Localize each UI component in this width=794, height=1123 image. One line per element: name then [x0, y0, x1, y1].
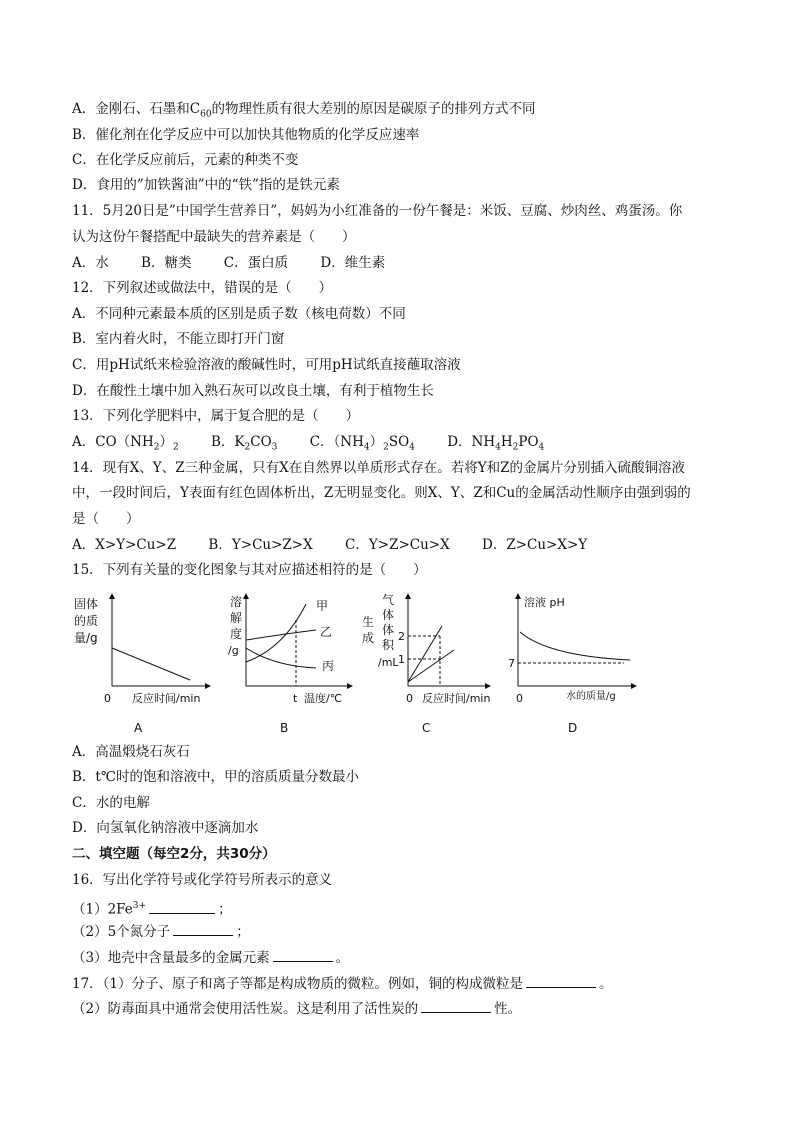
q16-stem: 16．写出化学符号或化学符号所表示的意义 — [72, 872, 333, 888]
graph-b-label-bing: 丙 — [322, 659, 335, 673]
q12-option-a: A．不同种元素最本质的区别是质子数（核电荷数）不同 — [72, 306, 406, 322]
q10-option-d: D．食用的”加铁酱油”中的“铁”指的是铁元素 — [72, 177, 340, 193]
graph-b-curve-bing — [246, 648, 316, 668]
q16-blank-2[interactable] — [173, 921, 233, 936]
q16-item-3: （3）地壳中含量最多的金属元素 。 — [72, 947, 349, 968]
graph-d-xlabel: 水的质量/g — [566, 691, 616, 702]
q12-option-c: C．用pH试纸来检验溶液的酸碱性时，可用pH试纸直接蘸取溶液 — [72, 357, 461, 373]
graph-a-origin: 0 — [104, 692, 111, 705]
q14-option-a: A．X>Y>Cu>Z — [72, 537, 177, 553]
graph-b-t: t — [293, 692, 298, 705]
q17-item-2: （2）防毒面具中通常会使用活性炭。这是利用了活性炭的 性。 — [72, 998, 521, 1019]
q16-item-1: $(1)2Fe^{3+}$ ； — [72, 896, 232, 920]
q12-option-b: B．室内着火时，不能立即打开门窗 — [72, 331, 285, 347]
q16-blank-3[interactable] — [273, 947, 333, 962]
q16-item-2: （2）5个氮分子 ； — [72, 921, 250, 942]
q17-item-1: 17．（1）分子、原子和离子等都是构成物质的微粒。例如，铜的构成微粒是 。 — [72, 973, 613, 994]
q13-option-c: C．$(NH_4)_2SO_4$ — [309, 434, 415, 453]
graph-c-sheng: 生 — [362, 615, 375, 629]
graph-c — [360, 590, 494, 710]
q17-blank-2[interactable] — [421, 998, 491, 1013]
q11-options — [72, 253, 385, 273]
graph-c-ylabel-3: 体 — [382, 623, 395, 637]
q11-option-c: C．蛋白质 — [223, 255, 289, 271]
graph-a — [70, 590, 220, 710]
q15-option-d: D．向氢氧化钠溶液中逐滴加水 — [72, 820, 259, 836]
q13-option-b: B．$K_2CO_3$ — [211, 434, 278, 453]
graph-b-label: B — [280, 721, 289, 735]
graph-b-ylabel-3: 度 — [230, 627, 243, 641]
q14-option-c: C．Y>Z>Cu>X — [345, 537, 450, 553]
q16-blank-1[interactable] — [149, 899, 215, 914]
q15-stem: 15．下列有关量的变化图象与其对应描述相符的是（ ） — [72, 562, 427, 578]
q11-stem-line1: 11．5月20日是”中国学生营养日”，妈妈为小红准备的一份午餐是：米饭、豆腐、炒肉丝、鸡蛋汤。你 — [72, 203, 683, 219]
graph-d-curve — [520, 632, 630, 660]
graph-d-title: 溶液 pH — [524, 596, 565, 609]
graph-a-label: A — [134, 721, 143, 735]
q14-options — [72, 535, 587, 555]
graph-c-cheng: 成 — [362, 631, 375, 645]
q14-stem-line3: 是（ ） — [72, 511, 140, 527]
q12-stem: 12．下列叙述或做法中，错误的是（ ） — [72, 280, 333, 296]
graph-b-ylabel-1: 溶 — [230, 595, 243, 609]
graph-d-tick-7: 7 — [508, 657, 515, 670]
graph-c-tick-1: 1 — [398, 653, 405, 666]
graph-b-xlabel: 温度/℃ — [304, 692, 343, 705]
q11-option-b: B．糖类 — [141, 255, 192, 271]
graph-c-xlabel: 反应时间/min — [422, 692, 491, 705]
q17-blank-1[interactable] — [526, 973, 596, 988]
graph-c-ylabel-2: 体 — [382, 608, 395, 622]
graph-c-ylabel-5: /mL — [378, 656, 399, 669]
graph-a-ylabel-1: 固体 — [74, 597, 99, 611]
q14-stem-line2: 中，一段时间后，Y表面有红色固体析出，Z无明显变化。则X、Y、Z和Cu的金属活动性顺序由强到弱的 — [72, 485, 691, 501]
graph-c-ylabel-4: 积 — [382, 638, 395, 652]
q10-option-a: A．金刚石、石墨和$C_{60}$的物理性质有很大差别的原因是碳原子的排列方式不同 — [72, 101, 536, 120]
q10-option-b: B．催化剂在化学反应中可以加快其他物质的化学反应速率 — [72, 127, 420, 143]
graph-c-origin: 0 — [406, 692, 413, 705]
q13-option-d: D．$NH_4H_2PO_4$ — [447, 434, 545, 453]
graph-b-label-jia: 甲 — [316, 599, 329, 613]
graph-c-line-1 — [408, 650, 454, 682]
graph-d-origin: 0 — [516, 692, 523, 705]
graph-b-label-yi: 乙 — [320, 625, 333, 639]
graph-d — [500, 590, 640, 710]
graph-b — [224, 590, 356, 710]
graph-d-label: D — [568, 721, 578, 735]
q13-option-a: A．$CO(NH_2)_2$ — [72, 434, 179, 453]
q11-option-a: A．水 — [72, 255, 109, 271]
q13-stem: 13．下列化学肥料中，属于复合肥的是（ ） — [72, 408, 360, 424]
graph-a-xlabel: 反应时间/min — [132, 692, 201, 705]
q11-stem-line2: 认为这份午餐搭配中最缺失的营养素是（ ） — [72, 229, 356, 245]
q10-option-c: C．在化学反应前后，元素的种类不变 — [72, 152, 299, 168]
graph-a-ylabel-3: 量/g — [74, 631, 98, 645]
q15-option-c: C．水的电解 — [72, 795, 150, 811]
graph-b-curve-yi — [246, 630, 316, 640]
graph-b-ylabel-4: /g — [228, 644, 239, 657]
graph-c-label: C — [422, 721, 431, 735]
graph-c-line-2 — [408, 626, 442, 682]
q14-option-b: B．Y>Cu>Z>X — [208, 537, 313, 553]
section-2-title: 二、填空题（每空2分，共30分） — [72, 846, 276, 862]
q13-options — [72, 432, 544, 458]
q14-option-d: D．Z>Cu>X>Y — [482, 537, 588, 553]
graph-a-ylabel-2: 的质 — [74, 614, 99, 628]
q11-option-d: D．维生素 — [320, 255, 386, 271]
graph-c-tick-2: 2 — [398, 630, 405, 643]
q15-option-a: A．高温煅烧石灰石 — [72, 744, 190, 760]
q15-option-b: B．t℃时的饱和溶液中，甲的溶质质量分数最小 — [72, 769, 359, 785]
graph-a-curve — [112, 648, 190, 680]
q14-stem-line1: 14．现有X、Y、Z三种金属，只有X在自然界以单质形式存在。若将Y和Z的金属片分别插入硫酸铜溶液 — [72, 460, 685, 476]
graph-c-ylabel-1: 气 — [382, 593, 395, 607]
graph-b-ylabel-2: 解 — [230, 611, 243, 625]
q12-option-d: D．在酸性土壤中加入熟石灰可以改良土壤，有利于植物生长 — [72, 383, 434, 399]
